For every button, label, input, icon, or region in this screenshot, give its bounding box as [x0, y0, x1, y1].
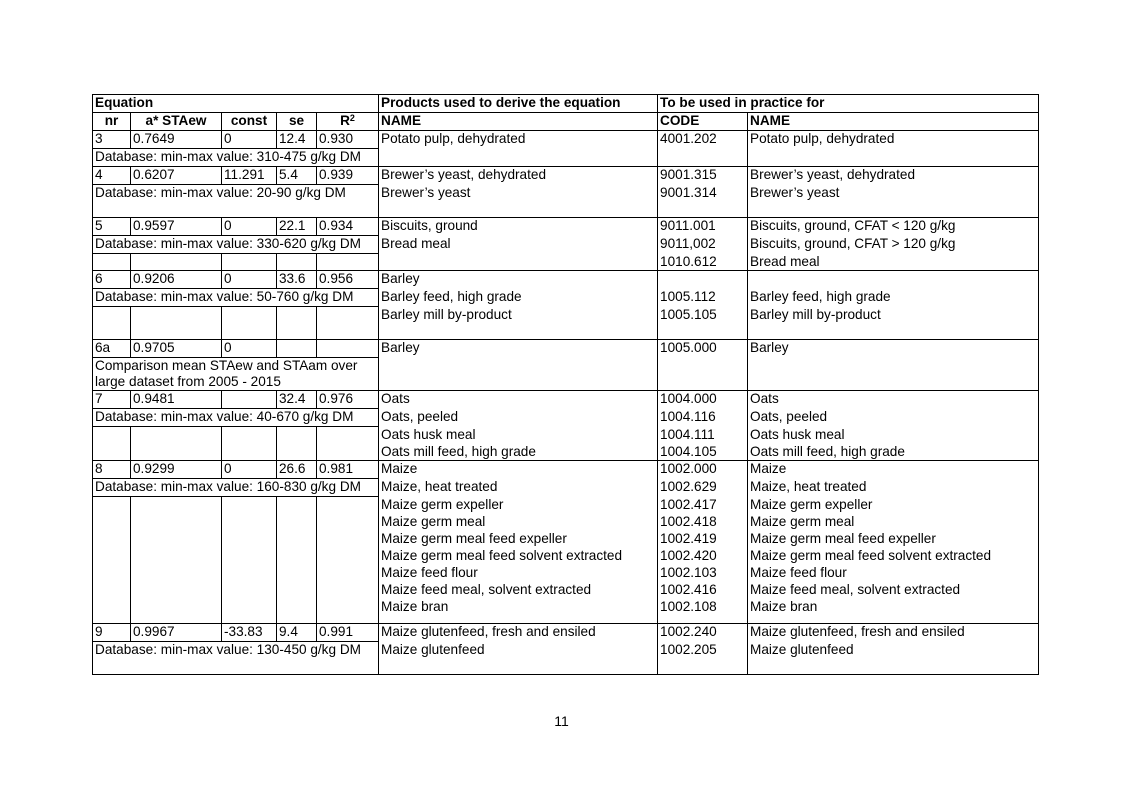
- header-code: CODE: [658, 113, 748, 131]
- product-name: Oats husk meal: [379, 427, 658, 444]
- database-range: Database: min-max value: 20-90 g/kg DM: [93, 185, 379, 218]
- eq-nr: 4: [93, 167, 131, 185]
- product-name: Barley: [379, 271, 658, 289]
- table-row: [93, 565, 1039, 582]
- eq-r2: 0.991: [317, 624, 379, 642]
- code: 1002.420: [658, 548, 748, 565]
- table-row: [93, 497, 1039, 514]
- code: 1002.417: [658, 497, 748, 514]
- table-row: [93, 391, 1039, 409]
- practice-name: Oats husk meal: [748, 427, 1039, 444]
- equation-table: [92, 94, 1039, 675]
- code: 1002.205: [658, 642, 748, 660]
- code: 4001.202: [658, 131, 748, 149]
- product-name: Maize germ meal: [379, 514, 658, 531]
- code: 1002.108: [658, 599, 748, 624]
- eq-nr: 9: [93, 624, 131, 642]
- code: 1004.000: [658, 391, 748, 409]
- database-range: Database: min-max value: 50-760 g/kg DM: [93, 289, 379, 307]
- practice-name: Biscuits, ground, CFAT > 120 g/kg: [748, 236, 1039, 254]
- eq-a: 0.9206: [131, 271, 222, 289]
- code: 1002.419: [658, 531, 748, 548]
- practice-name: Barley: [748, 340, 1039, 358]
- table-row: [93, 548, 1039, 565]
- eq-r2: 0.981: [317, 461, 379, 479]
- comparison-note: Comparison mean STAew and STAam over large dataset from 2005 - 2015: [93, 358, 379, 391]
- product-name: Maize bran: [379, 599, 658, 624]
- product-name: Maize glutenfeed: [379, 642, 658, 660]
- product-name: Oats: [379, 391, 658, 409]
- table-row: [93, 427, 1039, 444]
- eq-se: 22.1: [277, 218, 317, 236]
- practice-name: Maize bran: [748, 599, 1039, 624]
- eq-nr: 3: [93, 131, 131, 149]
- eq-r2: 0.939: [317, 167, 379, 185]
- table-row: [93, 236, 1039, 254]
- eq-const: 11.291: [222, 167, 277, 185]
- practice-name: Maize, heat treated: [748, 479, 1039, 497]
- practice-name: Maize germ expeller: [748, 497, 1039, 514]
- table-row: [93, 624, 1039, 642]
- database-range: Database: min-max value: 160-830 g/kg DM: [93, 479, 379, 497]
- table-row: [93, 131, 1039, 149]
- code: 1002.629: [658, 479, 748, 497]
- code: 1010.612: [658, 254, 748, 271]
- code: 1002.240: [658, 624, 748, 642]
- eq-a: 0.9299: [131, 461, 222, 479]
- product-name: Brewer’s yeast: [379, 185, 658, 218]
- table-row: [93, 599, 1039, 624]
- header-se: se: [277, 113, 317, 131]
- product-name: Biscuits, ground: [379, 218, 658, 236]
- code: 1002.103: [658, 565, 748, 582]
- product-name: Barley mill by-product: [379, 307, 658, 340]
- header-nr: nr: [93, 113, 131, 131]
- product-name: Barley: [379, 340, 658, 358]
- table-row: [93, 167, 1039, 185]
- product-name: Bread meal: [379, 236, 658, 254]
- header-r-sup: 2: [349, 113, 355, 123]
- code: 1005.000: [658, 340, 748, 358]
- practice-name: Maize glutenfeed, fresh and ensiled: [748, 624, 1039, 642]
- table-row: [93, 307, 1039, 340]
- product-name: Maize: [379, 461, 658, 479]
- eq-se: 32.4: [277, 391, 317, 409]
- practice-name: Maize feed meal, solvent extracted: [748, 582, 1039, 599]
- practice-name: Maize germ meal feed expeller: [748, 531, 1039, 548]
- eq-se: 5.4: [277, 167, 317, 185]
- header-row-groups: [93, 95, 1039, 113]
- table-row: [93, 358, 1039, 391]
- code: 1004.116: [658, 409, 748, 427]
- table-row: [93, 289, 1039, 307]
- eq-a: 0.9481: [131, 391, 222, 409]
- practice-name: Maize glutenfeed: [748, 642, 1039, 660]
- table-row: [93, 531, 1039, 548]
- practice-name: Biscuits, ground, CFAT < 120 g/kg: [748, 218, 1039, 236]
- eq-const: 0: [222, 131, 277, 149]
- page-number: 11: [554, 713, 569, 729]
- database-range: Database: min-max value: 130-450 g/kg DM: [93, 642, 379, 660]
- table-row: [93, 409, 1039, 427]
- product-name: Potato pulp, dehydrated: [379, 131, 658, 149]
- database-range: Database: min-max value: 330-620 g/kg DM: [93, 236, 379, 254]
- code: 1004.111: [658, 427, 748, 444]
- eq-const: 0: [222, 218, 277, 236]
- code: 9001.314: [658, 185, 748, 218]
- practice-name: Oats, peeled: [748, 409, 1039, 427]
- practice-name: Brewer’s yeast, dehydrated: [748, 167, 1039, 185]
- practice-name: Barley feed, high grade: [748, 289, 1039, 307]
- code: 1004.105: [658, 444, 748, 461]
- product-name: Maize glutenfeed, fresh and ensiled: [379, 624, 658, 642]
- eq-const: 0: [222, 461, 277, 479]
- table-row: [93, 271, 1039, 289]
- header-r2: [317, 113, 379, 131]
- eq-a: 0.9705: [131, 340, 222, 358]
- eq-se: 33.6: [277, 271, 317, 289]
- product-name: Maize germ meal feed expeller: [379, 531, 658, 548]
- eq-const: [222, 391, 277, 409]
- eq-se: 26.6: [277, 461, 317, 479]
- table-row: [93, 340, 1039, 358]
- practice-name: Oats mill feed, high grade: [748, 444, 1039, 461]
- code: 9011,002: [658, 236, 748, 254]
- practice-name: Bread meal: [748, 254, 1039, 271]
- header-row-columns: [93, 113, 1039, 131]
- eq-nr: 5: [93, 218, 131, 236]
- table-row: [93, 660, 1039, 675]
- eq-nr: 6: [93, 271, 131, 289]
- practice-name: Potato pulp, dehydrated: [748, 131, 1039, 149]
- code: 9011.001: [658, 218, 748, 236]
- eq-se: 9.4: [277, 624, 317, 642]
- eq-const: -33.83: [222, 624, 277, 642]
- code: 1002.000: [658, 461, 748, 479]
- product-name: Maize, heat treated: [379, 479, 658, 497]
- eq-se: 12.4: [277, 131, 317, 149]
- code: 9001.315: [658, 167, 748, 185]
- code: 1002.416: [658, 582, 748, 599]
- eq-r2: 0.934: [317, 218, 379, 236]
- practice-name: Oats: [748, 391, 1039, 409]
- header-name-practice: NAME: [748, 113, 1039, 131]
- table-row: [93, 582, 1039, 599]
- table-row: [93, 479, 1039, 497]
- practice-name: Barley mill by-product: [748, 307, 1039, 340]
- eq-a: 0.9597: [131, 218, 222, 236]
- table-row: [93, 444, 1039, 461]
- database-range: Database: min-max value: 40-670 g/kg DM: [93, 409, 379, 427]
- product-name: Maize germ meal feed solvent extracted: [379, 548, 658, 565]
- practice-name: Maize germ meal feed solvent extracted: [748, 548, 1039, 565]
- product-name: Oats, peeled: [379, 409, 658, 427]
- eq-const: 0: [222, 271, 277, 289]
- header-a-staew: a* STAew: [131, 113, 222, 131]
- table-row: [93, 642, 1039, 660]
- eq-nr: 8: [93, 461, 131, 479]
- header-const: const: [222, 113, 277, 131]
- header-name: NAME: [379, 113, 658, 131]
- practice-name: Maize germ meal: [748, 514, 1039, 531]
- database-range: Database: min-max value: 310-475 g/kg DM: [93, 149, 379, 167]
- product-name: Brewer’s yeast, dehydrated: [379, 167, 658, 185]
- table-row: [93, 254, 1039, 271]
- eq-r2: 0.930: [317, 131, 379, 149]
- table-row: [93, 185, 1039, 218]
- practice-name: Maize: [748, 461, 1039, 479]
- header-practice: To be used in practice for: [658, 95, 1039, 113]
- practice-name: Maize feed flour: [748, 565, 1039, 582]
- practice-name: Brewer’s yeast: [748, 185, 1039, 218]
- table-row: [93, 461, 1039, 479]
- code: 1005.112: [658, 289, 748, 307]
- product-name: Maize feed meal, solvent extracted: [379, 582, 658, 599]
- table-row: [93, 514, 1039, 531]
- product-name: Oats mill feed, high grade: [379, 444, 658, 461]
- eq-nr: 6a: [93, 340, 131, 358]
- table-row: [93, 149, 1039, 167]
- code: 1005.105: [658, 307, 748, 340]
- eq-nr: 7: [93, 391, 131, 409]
- code: 1002.418: [658, 514, 748, 531]
- eq-r2: 0.976: [317, 391, 379, 409]
- eq-r2: 0.956: [317, 271, 379, 289]
- header-r: R: [340, 113, 350, 128]
- eq-a: 0.9967: [131, 624, 222, 642]
- product-name: Barley feed, high grade: [379, 289, 658, 307]
- product-name: Maize germ expeller: [379, 497, 658, 514]
- eq-a: 0.6207: [131, 167, 222, 185]
- header-equation: Equation: [93, 95, 379, 113]
- table-row: [93, 218, 1039, 236]
- product-name: Maize feed flour: [379, 565, 658, 582]
- eq-const: 0: [222, 340, 277, 358]
- eq-a: 0.7649: [131, 131, 222, 149]
- header-products: Products used to derive the equation: [379, 95, 658, 113]
